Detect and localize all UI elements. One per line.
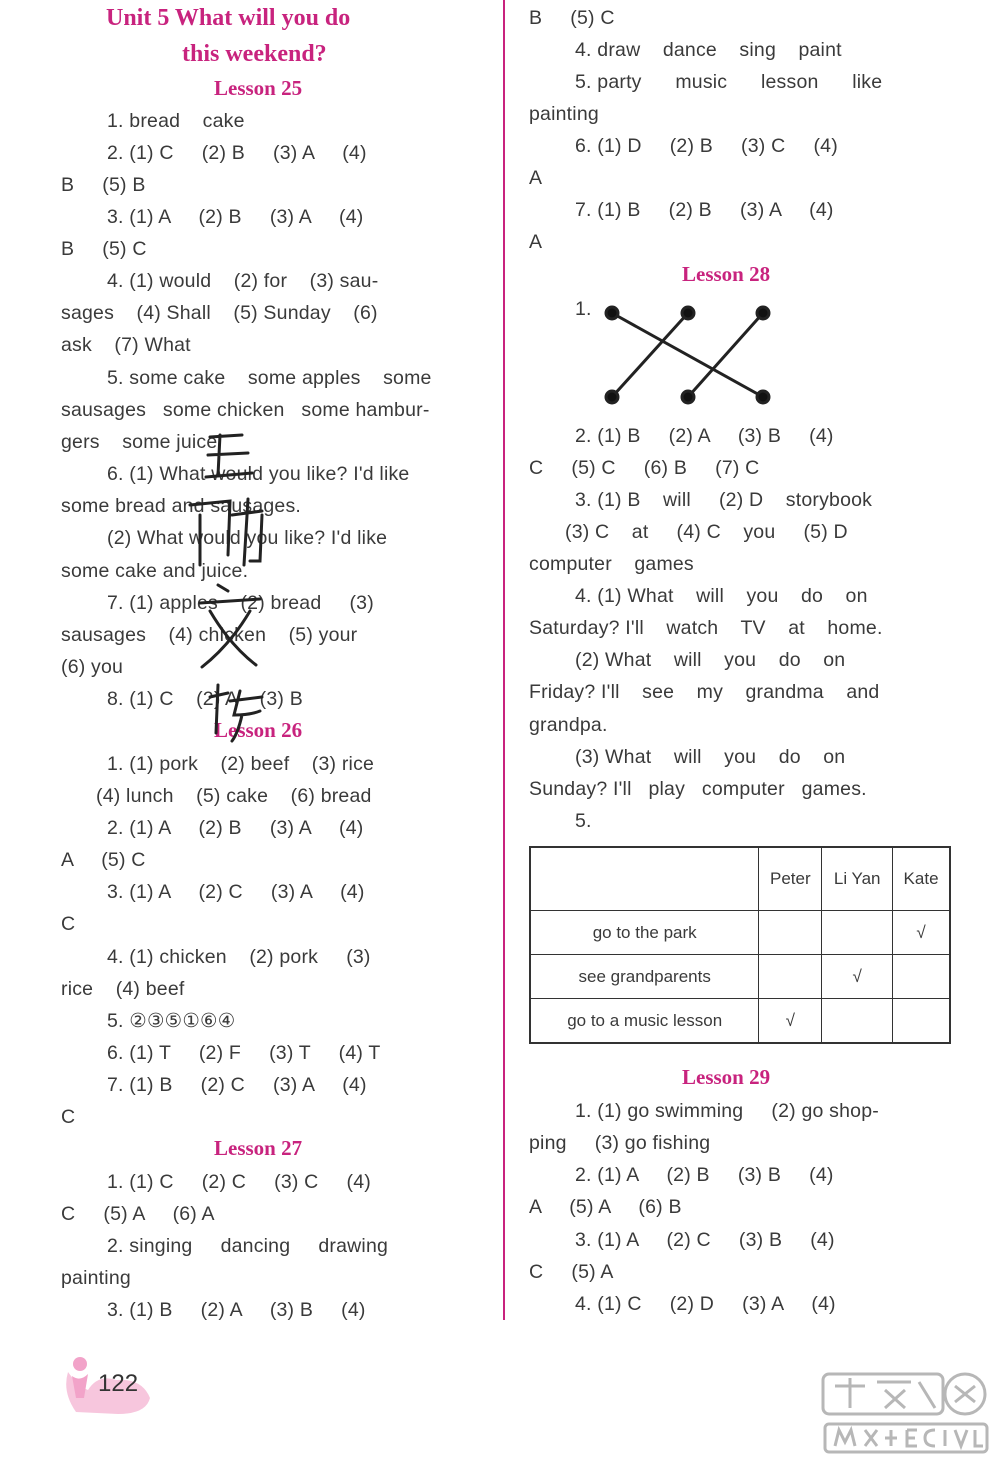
answer-line: 7. (1) B (2) C (3) A (4): [107, 1074, 367, 1096]
lesson-25-title: Lesson 25: [214, 76, 303, 100]
answer-line: (3) What will you do on: [575, 746, 846, 768]
answer-line: C (5) C (6) B (7) C: [529, 457, 760, 479]
answer-line: 2. (1) A (2) B (3) A (4): [107, 817, 364, 839]
answer-line: sausages (4) chicken (5) your: [61, 624, 358, 646]
check-cell: [822, 999, 893, 1044]
answer-line: 5. ②③⑤①⑥④: [107, 1010, 236, 1032]
answer-line: Sunday? I'll play computer games.: [529, 778, 867, 800]
check-cell: [893, 999, 950, 1044]
answer-line: 5.: [575, 810, 592, 832]
activity-cell: go to a music lesson: [530, 999, 759, 1044]
answer-line: 7. (1) apples (2) bread (3): [107, 592, 374, 614]
table-header-cell: [530, 847, 759, 911]
answer-line: ping (3) go fishing: [529, 1132, 711, 1154]
answer-line: some cake and juice.: [61, 560, 249, 582]
matching-label: 1.: [575, 298, 592, 320]
lesson-29-title: Lesson 29: [682, 1065, 771, 1089]
answer-line: 2. (1) A (2) B (3) B (4): [575, 1164, 834, 1186]
check-cell: [759, 911, 822, 955]
answer-line: computer games: [529, 553, 694, 575]
answer-line: 4. draw dance sing paint: [575, 39, 842, 61]
answer-line: 6. (1) D (2) B (3) C (4): [575, 135, 838, 157]
answer-line: rice (4) beef: [61, 978, 185, 1000]
activity-cell: go to the park: [530, 911, 759, 955]
answer-line: 1. (1) go swimming (2) go shop-: [575, 1100, 879, 1122]
answer-line: 4. (1) What will you do on: [575, 585, 868, 607]
check-cell: [822, 911, 893, 955]
answer-line: gers some juice: [61, 431, 218, 453]
answer-line: C (5) A: [529, 1261, 614, 1283]
column-divider: [503, 0, 505, 1320]
answer-line: Saturday? I'll watch TV at home.: [529, 617, 883, 639]
check-cell: √: [822, 955, 893, 999]
answer-line: B (5) B: [61, 174, 146, 196]
answer-line: A: [529, 231, 543, 253]
answer-line: painting: [61, 1267, 131, 1289]
table-row: [530, 999, 950, 1044]
answer-line: C: [61, 913, 76, 935]
check-cell: [893, 955, 950, 999]
answer-line: A: [529, 167, 543, 189]
table-header-cell: Peter: [759, 847, 822, 911]
check-cell: [759, 955, 822, 999]
unit-title-line2: this weekend?: [182, 41, 327, 67]
answer-line: 5. party music lesson like: [575, 71, 883, 93]
answer-line: 2. singing dancing drawing: [107, 1235, 389, 1257]
answer-line: 1. (1) C (2) C (3) C (4): [107, 1171, 371, 1193]
answer-line: (6) you: [61, 656, 124, 678]
answer-line: 4. (1) C (2) D (3) A (4): [575, 1293, 836, 1315]
answer-line: 5. some cake some apples some: [107, 367, 432, 389]
survey-table: [529, 846, 951, 1044]
answer-line: 3. (1) A (2) C (3) A (4): [107, 881, 365, 903]
answer-line: 7. (1) B (2) B (3) A (4): [575, 199, 834, 221]
table-header-cell: Li Yan: [822, 847, 893, 911]
table-header-row: [530, 847, 950, 911]
table-row: [530, 955, 950, 999]
lesson-26-title: Lesson 26: [214, 718, 303, 742]
answer-line: B (5) C: [61, 238, 147, 260]
check-cell: √: [893, 911, 950, 955]
answer-line: 6. (1) What would you like? I'd like: [107, 463, 410, 485]
table-row: [530, 911, 950, 955]
answer-line: 3. (1) A (2) B (3) A (4): [107, 206, 364, 228]
answer-line: some bread and sausages.: [61, 495, 302, 517]
unit-title-line1: Unit 5 What will you do: [106, 5, 351, 31]
answer-line: 8. (1) C (2) A (3) B: [107, 688, 303, 710]
answer-line: sages (4) Shall (5) Sunday (6): [61, 302, 378, 324]
answer-line: A (5) A (6) B: [529, 1196, 682, 1218]
answer-line: 3. (1) A (2) C (3) B (4): [575, 1229, 835, 1251]
answer-line: 1. bread cake: [107, 110, 245, 132]
answer-line: A (5) C: [61, 849, 146, 871]
answer-line: 4. (1) would (2) for (3) sau-: [107, 270, 379, 292]
answer-line: ask (7) What: [61, 334, 191, 356]
answer-line: painting: [529, 103, 599, 125]
lesson-28-title: Lesson 28: [682, 262, 771, 286]
answer-line: (2) What will you do on: [575, 649, 846, 671]
activity-cell: see grandparents: [530, 955, 759, 999]
answer-line: 3. (1) B will (2) D storybook: [575, 489, 873, 511]
answer-line: (4) lunch (5) cake (6) bread: [96, 785, 372, 807]
handwritten-stamp: [170, 415, 280, 755]
answer-line: 2. (1) B (2) A (3) B (4): [575, 425, 834, 447]
lesson-27-title: Lesson 27: [214, 1136, 303, 1160]
answer-line: (3) C at (4) C you (5) D: [565, 521, 848, 543]
answer-line: 1. (1) pork (2) beef (3) rice: [107, 753, 375, 775]
table-header-cell: Kate: [893, 847, 950, 911]
answer-line: 3. (1) B (2) A (3) B (4): [107, 1299, 366, 1321]
page-number: 122: [98, 1370, 139, 1397]
answer-line: (2) What would you like? I'd like: [107, 527, 388, 549]
check-cell: √: [759, 999, 822, 1044]
matching-lines-diagram: [600, 305, 780, 405]
answer-line: grandpa.: [529, 714, 608, 736]
watermark-logo: [815, 1368, 995, 1458]
answer-line: 6. (1) T (2) F (3) T (4) T: [107, 1042, 381, 1064]
answer-line: 2. (1) C (2) B (3) A (4): [107, 142, 367, 164]
answer-line: B (5) C: [529, 7, 615, 29]
answer-line: Friday? I'll see my grandma and: [529, 681, 880, 703]
answer-line: C: [61, 1106, 76, 1128]
answer-line: C (5) A (6) A: [61, 1203, 215, 1225]
answer-line: sausages some chicken some hambur-: [61, 399, 430, 421]
answer-line: 4. (1) chicken (2) pork (3): [107, 946, 371, 968]
